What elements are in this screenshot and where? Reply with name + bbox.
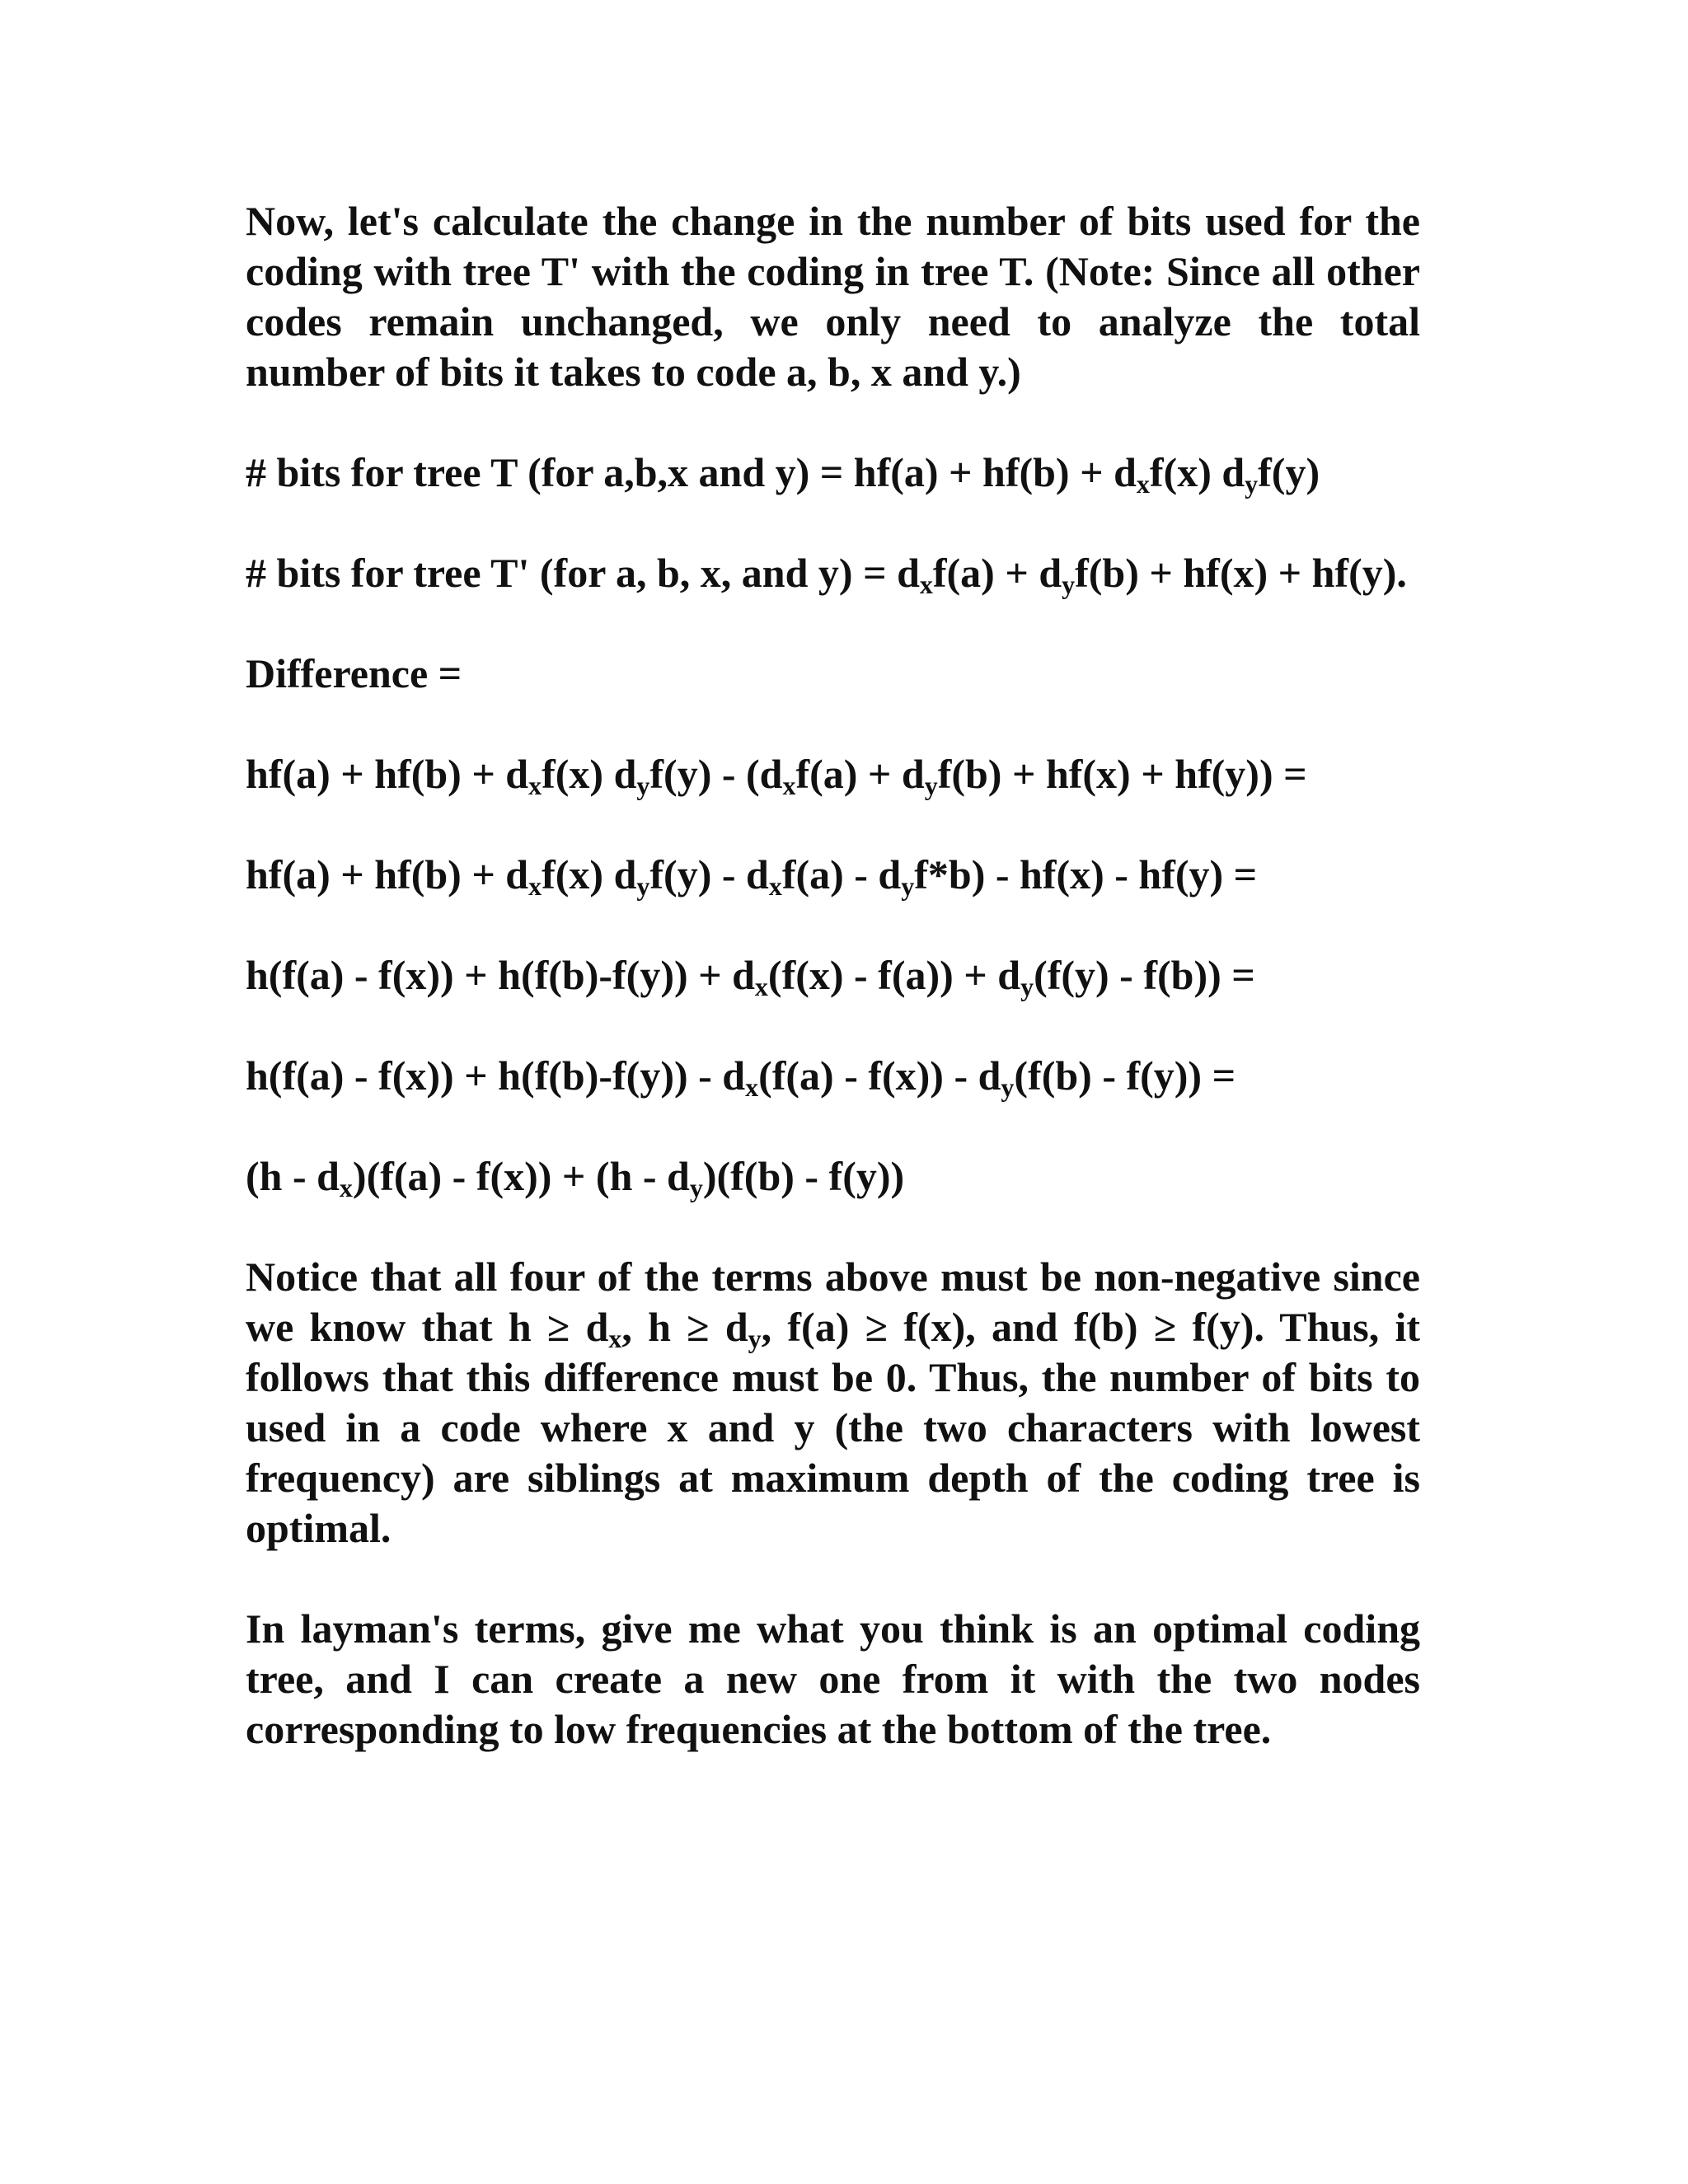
intro-paragraph: Now, let's calculate the change in the number of bits used for the coding with tree T' with the coding in tree T. (Note: Since all other codes remain unchanged, we only need to analyze the total number of bits it takes to code a, b, x and y.)	[246, 198, 1420, 395]
step2-b: f(x) d	[542, 851, 637, 898]
difference-step-1	[246, 749, 1420, 799]
bits-tp-sub-x: x	[919, 569, 933, 599]
difference-step-3	[246, 950, 1420, 1001]
notice-sub-2: y	[748, 1324, 762, 1353]
difference-step-4	[246, 1051, 1420, 1101]
step3-a: h(f(a) - f(x)) + h(f(b)-f(y)) + d	[246, 952, 755, 998]
step5-b: )(f(a) - f(x)) + (h - d	[352, 1153, 690, 1199]
step3-b: (f(x) - f(a)) + d	[767, 952, 1021, 998]
step1-sub-2: y	[636, 771, 650, 800]
step1-b: f(x) d	[542, 751, 637, 797]
bits-tp-suffix: f(b) + hf(x) + hf(y).	[1075, 550, 1407, 596]
step1-sub-3: x	[782, 771, 796, 800]
bits-tp-prefix: # bits for tree T' (for a, b, x, and y) = d	[246, 550, 920, 596]
step2-a: hf(a) + hf(b) + d	[246, 851, 529, 898]
step3-c: (f(y) - f(b)) =	[1034, 952, 1255, 998]
step2-sub-1: x	[528, 871, 542, 901]
bits-tp-sub-y: y	[1062, 569, 1076, 599]
step4-c: (f(b) - f(y)) =	[1014, 1052, 1236, 1099]
step2-c: f(y) - d	[649, 851, 769, 898]
step4-b: (f(a) - f(x)) - d	[758, 1052, 1001, 1099]
step3-sub-1: x	[754, 972, 768, 1001]
step2-e: f*b) - hf(x) - hf(y) =	[914, 851, 1258, 898]
bits-t-prefix: # bits for tree T (for a,b,x and y) = hf(a) + hf(b) + d	[246, 449, 1137, 495]
bits-tp-mid: f(a) + d	[932, 550, 1062, 596]
step5-sub-1: x	[339, 1173, 353, 1202]
step1-sub-1: x	[528, 771, 542, 800]
notice-c: , f(a) ≥ f(x), and f(b) ≥ f(y). Thus, it follows that this difference must be 0. Thus, the number of bits to used in a code where x and y (the two characters with lowest frequency) are siblings at maximum depth of the coding tree is optimal.	[246, 1304, 1420, 1551]
step5-a: (h - d	[246, 1153, 340, 1199]
notice-sub-1: x	[608, 1324, 622, 1353]
step4-sub-1: x	[745, 1072, 759, 1102]
step2-d: f(a) - d	[781, 851, 902, 898]
step1-d: f(a) + d	[795, 751, 925, 797]
step1-a: hf(a) + hf(b) + d	[246, 751, 529, 797]
step2-sub-4: y	[901, 871, 915, 901]
document-page	[246, 196, 1420, 1755]
bits-t-sub-x: x	[1136, 469, 1150, 499]
notice-b: , h ≥ d	[621, 1304, 748, 1350]
step1-sub-4: y	[924, 771, 938, 800]
difference-step-5	[246, 1151, 1420, 1202]
bits-t-mid: f(x) d	[1149, 449, 1245, 495]
notice-paragraph	[246, 1252, 1420, 1554]
step2-sub-3: x	[768, 871, 782, 901]
layman-paragraph: In layman's terms, give me what you think is an optimal coding tree, and I can create a new one from it with the two nodes corresponding to low frequencies at the bottom of the tree.	[246, 1605, 1420, 1752]
step4-sub-2: y	[1001, 1072, 1015, 1102]
step5-c: )(f(b) - f(y))	[702, 1153, 905, 1199]
step1-e: f(b) + hf(x) + hf(y)) =	[937, 751, 1307, 797]
step1-c: f(y) - (d	[649, 751, 783, 797]
bits-t-suffix: f(y)	[1258, 449, 1320, 495]
step4-a: h(f(a) - f(x)) + h(f(b)-f(y)) - d	[246, 1052, 746, 1099]
difference-step-2	[246, 850, 1420, 900]
difference-label: Difference =	[246, 650, 462, 696]
step5-sub-2: y	[689, 1173, 703, 1202]
bits-tree-t-prime-line	[246, 548, 1420, 598]
notice-a: Notice that all four of the terms above must be non-negative since we know that h ≥ d	[246, 1254, 1420, 1350]
bits-t-sub-y: y	[1245, 469, 1259, 499]
bits-tree-t-line	[246, 448, 1420, 498]
step2-sub-2: y	[636, 871, 650, 901]
step3-sub-2: y	[1020, 972, 1034, 1001]
